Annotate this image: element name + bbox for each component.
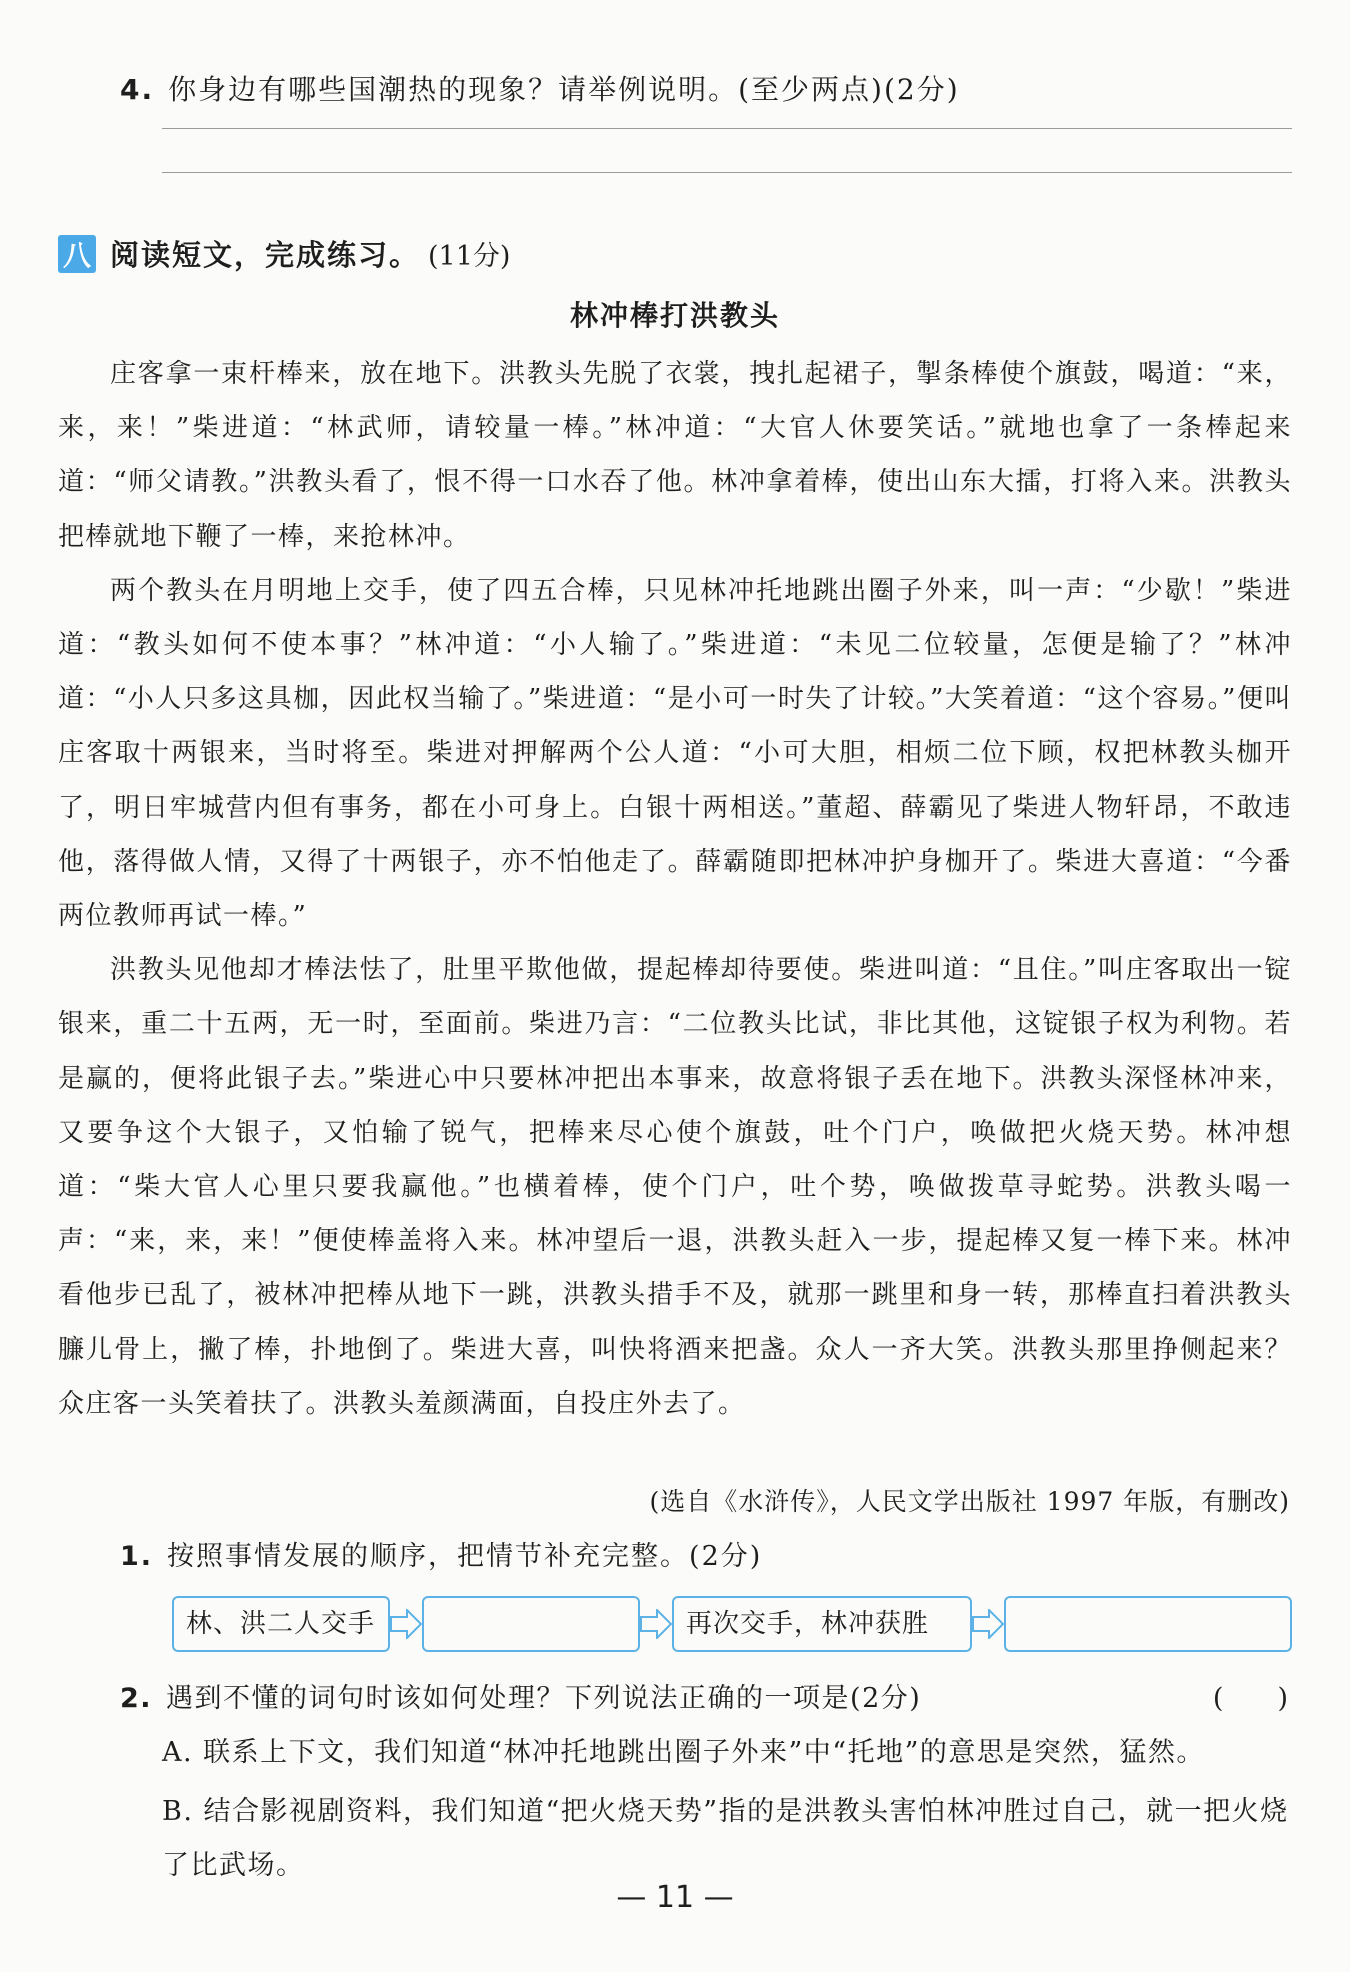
right-arrow-icon — [972, 1609, 1004, 1639]
question-1 — [120, 1534, 762, 1573]
story-title: 林冲棒打洪教头 — [569, 299, 780, 332]
plot-box-3: 再次交手，林冲获胜 — [672, 1596, 972, 1652]
question-number: 4. — [120, 73, 155, 106]
question-text: 按照事情发展的顺序，把情节补充完整。(2分) — [167, 1541, 763, 1572]
page-number: — 11 — — [616, 1880, 734, 1915]
question-number: 1. — [120, 1541, 154, 1572]
answer-line[interactable] — [162, 128, 1292, 129]
passage-paragraph: 两个教头在月明地上交手，使了四五合棒，只见林冲托地跳出圈子外来，叫一声：“少歇！”柴进道：“教头如何不使本事？”林冲道：“小人输了。”柴进道：“未见二位较量，怎便是输了？”林冲道：“小人只多这具枷，因此权当输了。”柴进道：“是小可一时失了计较。”大笑着道：“这个容易。”便叫庄客取十两银来，当时将至。柴进对押解两个公人道：“小可大胆，相烦二位下顾，权把林教头枷开了，明日牢城营内但有事务，都在小可身上。白银十两相送。”董超、薛霸见了柴进人物轩昂，不敢违他，落得做人情，又得了十两银子，亦不怕他走了。薛霸随即把林冲护身枷开了。柴进大喜道：“今番两位教师再试一棒。” — [58, 575, 1292, 932]
plot-box-4-blank[interactable] — [1004, 1596, 1292, 1652]
option-a[interactable]: A. 联系上下文，我们知道“林冲托地跳出圈子外来”中“托地”的意思是突然，猛然。 — [162, 1737, 1205, 1768]
answer-parentheses[interactable]: ( ) — [1212, 1683, 1288, 1714]
question-text: 你身边有哪些国潮热的现象？请举例说明。(至少两点)(2分) — [168, 73, 960, 106]
right-arrow-icon — [640, 1609, 672, 1639]
reading-passage — [58, 347, 1292, 1431]
question-text: 遇到不懂的词句时该如何处理？下列说法正确的一项是(2分) — [166, 1683, 922, 1714]
plot-box-1: 林、洪二人交手 — [172, 1596, 390, 1652]
plot-box-2-blank[interactable] — [422, 1596, 640, 1652]
answer-line[interactable] — [162, 172, 1292, 173]
section-score: (11分) — [428, 241, 511, 272]
passage-paragraph: 庄客拿一束杆棒来，放在地下。洪教头先脱了衣裳，拽扎起裙子，掣条棒使个旗鼓，喝道：“来，来，来！”柴进道：“林武师，请较量一棒。”林冲道：“大官人休要笑话。”就地也拿了一条棒起来道：“师父请教。”洪教头看了，恨不得一口水吞了他。林冲拿着棒，使出山东大擂，打将入来。洪教头把棒就地下鞭了一棒，来抢林冲。 — [58, 359, 1292, 552]
section-badge: 八 — [58, 235, 96, 273]
source-citation: (选自《水浒传》，人民文学出版社 1997 年版，有删改) — [649, 1487, 1290, 1516]
passage-paragraph: 洪教头见他却才棒法怯了，肚里平欺他做，提起棒却待要使。柴进叫道：“且住。”叫庄客取出一锭银来，重二十五两，无一时，至面前。柴进乃言：“二位教头比试，非比其他，这锭银子权为利物。若是赢的，便将此银子去。”柴进心中只要林冲把出本事来，故意将银子丢在地下。洪教头深怪林冲来，又要争这个大银子，又怕输了锐气，把棒来尽心使个旗鼓，吐个门户，唤做把火烧天势。林冲想道：“柴大官人心里只要我赢他。”也横着棒，使个门户，吐个势，唤做拨草寻蛇势。洪教头喝一声：“来，来，来！”便使棒盖将入来。林冲望后一退，洪教头赶入一步，提起棒又复一棒下来。林冲看他步已乱了，被林冲把棒从地下一跳，洪教头措手不及，就那一跳里和身一转，那棒直扫着洪教头臁儿骨上，撇了棒，扑地倒了。柴进大喜，叫快将酒来把盏。众人一齐大笑。洪教头那里挣侧起来？众庄客一头笑着扶了。洪教头羞颜满面，自投庄外去了。 — [58, 955, 1292, 1419]
section-header — [58, 233, 510, 274]
right-arrow-icon — [390, 1609, 422, 1639]
question-2 — [120, 1676, 921, 1715]
question-4 — [120, 68, 960, 108]
section-title: 阅读短文，完成练习。 — [110, 238, 421, 272]
question-number: 2. — [120, 1683, 153, 1714]
option-b[interactable]: B. 结合影视剧资料，我们知道“把火烧天势”指的是洪教头害怕林冲胜过自己，就一把火烧了比武场。 — [162, 1796, 1289, 1881]
